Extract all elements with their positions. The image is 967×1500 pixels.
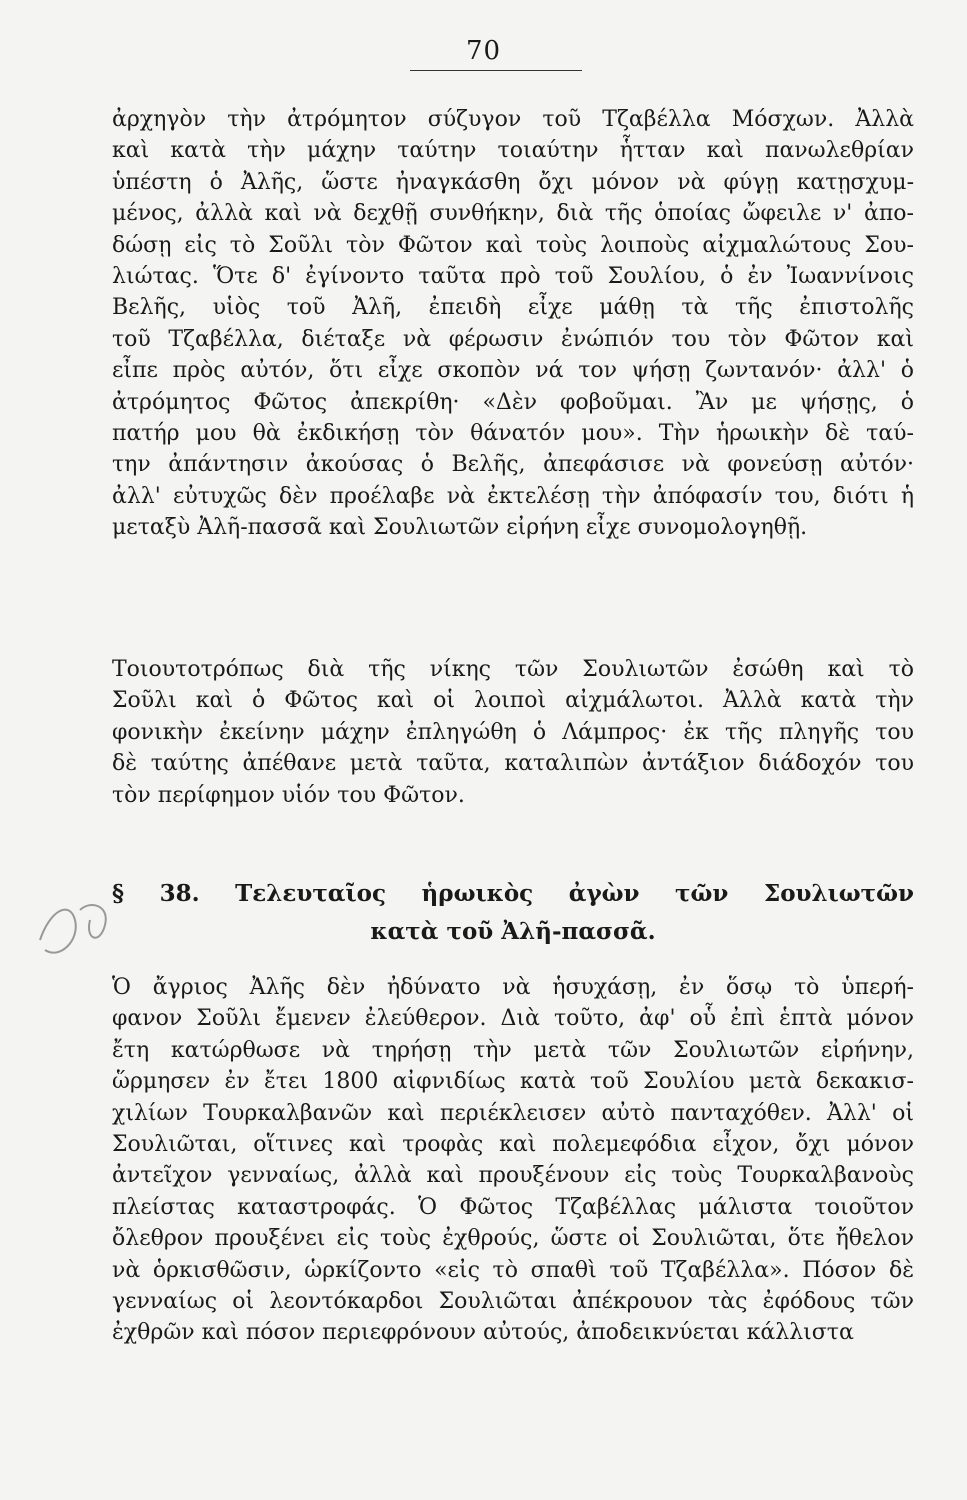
text-line: φονικὴν ἐκείνην μάχην ἐπληγώθη ὁ Λάμπρος· ἐκ τῆς πληγῆς του [112, 719, 914, 745]
text-line: πλείστας καταστροφάς. Ὁ Φῶτος Τζαβέλλας μάλιστα τοιοῦτον [112, 1194, 914, 1220]
text-line: τοῦ Τζαβέλλα, διέταξε νὰ φέρωσιν ἐνώπιόν του τὸν Φῶτον καὶ [112, 326, 914, 352]
text-line: μεταξὺ Ἀλῆ-πασσᾶ καὶ Σουλιωτῶν εἰρήνη εἶχε συνομολογηθῇ. [112, 515, 808, 541]
text-line: την ἀπάντησιν ἀκούσας ὁ Βελῆς, ἀπεφάσισε νὰ φονεύσῃ αὐτόν· [112, 452, 914, 478]
text-line: γενναίως οἱ λεοντόκαρδοι Σουλιῶται ἀπέκρουον τὰς ἐφόδους τῶν [112, 1288, 914, 1314]
text-line: μένος, ἀλλὰ καὶ νὰ δεχθῇ συνθήκην, διὰ τῆς ὁποίας ὤφειλε ν' ἀπο- [112, 201, 914, 227]
text-line: δώσῃ εἰς τὸ Σοῦλι τὸν Φῶτον καὶ τοὺς λοιποὺς αἰχμαλώτους Σου- [112, 232, 914, 258]
text-line: φανον Σοῦλι ἔμενεν ἐλεύθερον. Διὰ τοῦτο, ἀφ' οὗ ἐπὶ ἑπτὰ μόνον [112, 1006, 914, 1032]
text-line: Βελῆς, υἱὸς τοῦ Ἀλῆ, ἐπειδὴ εἶχε μάθῃ τὰ τῆς ἐπιστολῆς [112, 295, 914, 321]
text-line: δὲ ταύτης ἀπέθανε μετὰ ταῦτα, καταλιπὼν ἀντάξιον διάδοχόν του [112, 751, 914, 777]
text-line: νὰ ὁρκισθῶσιν, ὡρκίζοντο «εἰς τὸ σπαθὶ τοῦ Τζαβέλλα». Πόσον δὲ [112, 1257, 914, 1283]
header-rule [410, 70, 582, 71]
text-line: τὸν περίφημον υἱόν του Φῶτον. [112, 782, 465, 808]
section-heading-text-1: § 38. Τελευταῖος ἡρωικὸς ἀγὼν τῶν Σουλιωτῶν [112, 880, 914, 907]
text-line: ὄλεθρον προυξένει εἰς τοὺς ἐχθρούς, ὥστε οἱ Σουλιῶται, ὅτε ἤθελον [112, 1226, 914, 1252]
text-line: Σοῦλι καὶ ὁ Φῶτος καὶ οἱ λοιποὶ αἰχμάλωτοι. Ἀλλὰ κατὰ τὴν [112, 688, 914, 714]
text-line: ἔτη κατώρθωσε νὰ τηρήσῃ τὴν μετὰ τῶν Σουλιωτῶν εἰρήνην, [112, 1037, 914, 1063]
text-line: Τοιουτοτρόπως διὰ τῆς νίκης τῶν Σουλιωτῶν ἐσώθη καὶ τὸ [112, 657, 914, 682]
page-number: 70 [465, 36, 502, 66]
text-line: ὑπέστη ὁ Ἀλῆς, ὥστε ἠναγκάσθη ὄχι μόνον νὰ φύγῃ κατῃσχυμ- [112, 169, 914, 195]
text-line: ἐχθρῶν καὶ πόσον περιεφρόνουν αὐτούς, ἀποδεικνύεται κάλλιστα [112, 1320, 854, 1346]
text-line: εἶπε πρὸς αὐτόν, ὅτι εἶχε σκοπὸν νά τον ψήσῃ ζωντανόν· ἀλλ' ὁ [112, 358, 914, 384]
section-heading-line-2 [112, 914, 914, 950]
margin-pencil-mark [30, 880, 120, 970]
text-line: χιλίων Τουρκαλβανῶν καὶ περιέκλεισεν αὐτὸ πανταχόθεν. Ἀλλ' οἱ [112, 1100, 914, 1126]
text-line: πατήρ μου θὰ ἐκδικήσῃ τὸν θάνατόν μου». Τὴν ἡρωικὴν δὲ ταύ- [112, 420, 914, 446]
text-line: λιώτας. Ὅτε δ' ἐγίνοντο ταῦτα πρὸ τοῦ Σουλίου, ὁ ἐν Ἰωαννίνοις [112, 263, 914, 289]
text-line: Σουλιῶται, οἵτινες καὶ τροφὰς καὶ πολεμεφόδια εἶχον, ὄχι μόνον [112, 1131, 914, 1157]
paragraph-2 [112, 654, 914, 811]
paragraph-3 [112, 972, 914, 1349]
text-line: καὶ κατὰ τὴν μάχην ταύτην τοιαύτην ἧτταν καὶ πανωλεθρίαν [112, 138, 914, 164]
section-heading-text-2: κατὰ τοῦ Ἀλῆ-πασσᾶ. [370, 918, 656, 945]
text-line: ὥρμησεν ἐν ἔτει 1800 αἰφνιδίως κατὰ τοῦ Σουλίου μετὰ δεκακισ- [112, 1069, 914, 1095]
text-line: ἀτρόμητος Φῶτος ἀπεκρίθη· «Δὲν φοβοῦμαι. Ἂν με ψήσῃς, ὁ [112, 389, 914, 415]
text-line: Ὁ ἄγριος Ἀλῆς δὲν ἠδύνατο νὰ ἡσυχάσῃ, ἐν ὅσῳ τὸ ὑπερή- [112, 975, 914, 1000]
text-line: ἀρχηγὸν τὴν ἀτρόμητον σύζυγον τοῦ Τζαβέλλα Μόσχων. Ἀλλὰ [112, 107, 914, 132]
text-line: ἀλλ' εὐτυχῶς δὲν προέλαβε νὰ ἐκτελέσῃ τὴν ἀπόφασίν του, διότι ἡ [112, 483, 914, 509]
paragraph-1 [112, 104, 914, 543]
section-heading-line-1 [112, 876, 914, 912]
text-line: ἀντεῖχον γενναίως, ἀλλὰ καὶ προυξένουν εἰς τοὺς Τουρκαλβανοὺς [112, 1163, 914, 1189]
